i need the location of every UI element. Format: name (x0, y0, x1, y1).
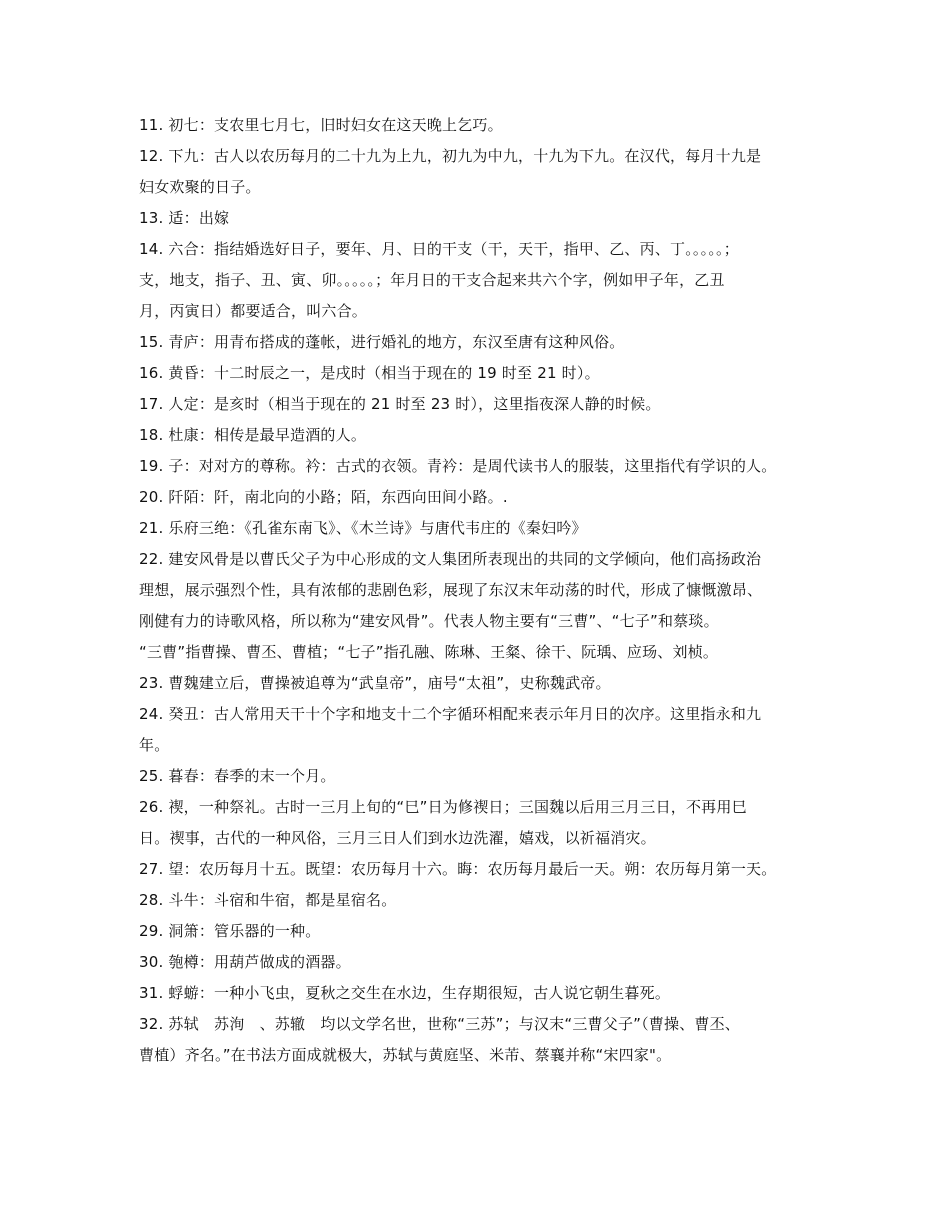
text-line: 月，丙寅日）都要适合，叫六合。 (139, 302, 368, 320)
text-line: 32. 苏轼 苏洵 、苏辙 均以文学名世，世称“三苏”；与汉末“三曹父子”（曹操、曹丕、 (139, 1015, 741, 1033)
text-line: 理想，展示强烈个性，具有浓郁的悲剧色彩，展现了东汉末年动荡的时代，形成了慷慨激昂、 (139, 581, 763, 599)
text-line: 27. 望：农历每月十五。既望：农历每月十六。晦：农历每月最后一天。朔：农历每月第一天。 (139, 860, 777, 878)
text-line: 31. 蜉蝣：一种小飞虫，夏秋之交生在水边，生存期很短，古人说它朝生暮死。 (139, 984, 671, 1002)
text-line: 29. 洞箫：管乐器的一种。 (139, 922, 321, 940)
text-line: 曹植）齐名。”在书法方面成就极大，苏轼与黄庭坚、米芾、蔡襄并称“宋四家"。 (139, 1046, 672, 1064)
text-line: 11. 初七：支农里七月七，旧时妇女在这天晚上乞巧。 (139, 116, 503, 134)
text-line: 支，地支，指子、丑、寅、卯。。。。。；年月日的干支合起来共六个字，例如甲子年，乙丑 (139, 271, 725, 289)
text-line: 16. 黄昏：十二时辰之一，是戌时（相当于现在的 19 时至 21 时）。 (139, 364, 600, 382)
text-line: 19. 子：对对方的尊称。衿：古式的衣领。青衿：是周代读书人的服装，这里指代有学识的人。 (139, 457, 777, 475)
annotation-text-block (139, 110, 829, 1071)
text-line: 24. 癸丑：古人常用天干十个字和地支十二个字循环相配来表示年月日的次序。这里指永和九 (139, 705, 762, 723)
text-line: 30. 匏樽：用葫芦做成的酒器。 (139, 953, 351, 971)
text-line: 15. 青庐：用青布搭成的蓬帐，进行婚礼的地方，东汉至唐有这种风俗。 (139, 333, 625, 351)
text-line: 26. 禊，一种祭礼。古时一三月上旬的“巳”日为修禊日；三国魏以后用三月三日，不再用巳 (139, 798, 747, 816)
text-line: 年。 (139, 736, 170, 754)
text-line: 20. 阡陌：阡，南北向的小路；陌，东西向田间小路。. (139, 488, 508, 506)
text-line: 14. 六合：指结婚选好日子，要年、月、日的干支（干，天干，指甲、乙、丙、丁。。。。。； (139, 240, 739, 258)
text-line: 25. 暮春：春季的末一个月。 (139, 767, 336, 785)
text-line: “三曹”指曹操、曹丕、曹植；“七子”指孔融、陈琳、王粲、徐干、阮瑀、应玚、刘桢。 (139, 643, 719, 661)
text-line: 17. 人定：是亥时（相当于现在的 21 时至 23 时），这里指夜深人静的时候。 (139, 395, 661, 413)
text-line: 28. 斗牛：斗宿和牛宿，都是星宿名。 (139, 891, 397, 909)
text-line: 18. 杜康：相传是最早造酒的人。 (139, 426, 367, 444)
text-line: 22. 建安风骨是以曹氏父子为中心形成的文人集团所表现出的共同的文学倾向，他们高扬政治 (139, 550, 762, 568)
text-line: 12. 下九：古人以农历每月的二十九为上九，初九为中九，十九为下九。在汉代，每月十九是 (139, 147, 762, 165)
text-line: 13. 适：出嫁 (139, 209, 230, 227)
text-line: 23. 曹魏建立后，曹操被追尊为“武皇帝”，庙号“太祖”，史称魏武帝。 (139, 674, 611, 692)
text-line: 日。禊事，古代的一种风俗，三月三日人们到水边洗濯，嬉戏，以祈福消灾。 (139, 829, 656, 847)
text-line: 刚健有力的诗歌风格，所以称为“建安风骨”。代表人物主要有“三曹”、“七子”和蔡琰。 (139, 612, 719, 630)
text-line: 妇女欢聚的日子。 (139, 178, 261, 196)
text-line: 21. 乐府三绝：《孔雀东南飞》、《木兰诗》与唐代韦庄的《秦妇吟》 (139, 519, 587, 537)
